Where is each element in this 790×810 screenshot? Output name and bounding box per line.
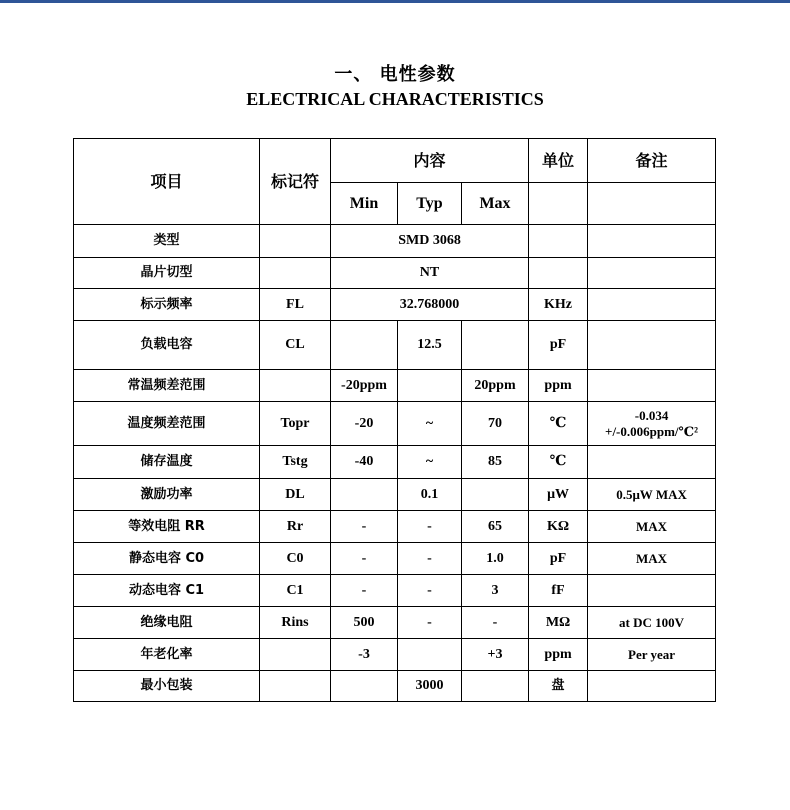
min-cell [331, 671, 398, 702]
header-remark: 备注 [588, 139, 716, 183]
value-cell: 32.768000 [331, 289, 529, 321]
table-row-packaging [74, 671, 716, 702]
unit-cell: KHz [529, 289, 588, 321]
max-cell [462, 671, 529, 702]
item-cell: 晶片切型 [74, 258, 260, 289]
remark-line-2: +/-0.006ppm/℃² [605, 423, 699, 439]
typ-cell: ~ [398, 446, 462, 479]
remark-cell: MAX [588, 511, 716, 543]
typ-cell: - [398, 511, 462, 543]
item-cell: 年老化率 [74, 639, 260, 671]
remark-cell [588, 446, 716, 479]
symbol-cell: Rr [260, 511, 331, 543]
symbol-cell [260, 671, 331, 702]
min-cell: - [331, 511, 398, 543]
item-cell: 类型 [74, 225, 260, 258]
symbol-cell [260, 370, 331, 402]
max-cell: 65 [462, 511, 529, 543]
typ-cell: 0.1 [398, 479, 462, 511]
remark-cell: MAX [588, 543, 716, 575]
symbol-cell: FL [260, 289, 331, 321]
max-cell: 70 [462, 402, 529, 446]
unit-cell: KΩ [529, 511, 588, 543]
table-row-motional-capacitance [74, 575, 716, 607]
unit-cell: ppm [529, 370, 588, 402]
header-min: Min [331, 183, 398, 225]
max-cell [462, 479, 529, 511]
max-cell: - [462, 607, 529, 639]
unit-cell: ℃ [529, 446, 588, 479]
min-cell: -40 [331, 446, 398, 479]
item-cell: 温度频差范围 [74, 402, 260, 446]
symbol-cell [260, 639, 331, 671]
remark-line-1: -0.034 [634, 407, 669, 423]
typ-cell: - [398, 607, 462, 639]
section-title-cn: 一、 电性参数 [334, 64, 456, 85]
unit-cell: ℃ [529, 402, 588, 446]
remark-cell [588, 671, 716, 702]
remark-cell [588, 575, 716, 607]
unit-cell: pF [529, 321, 588, 370]
header-symbol: 标记符 [260, 139, 331, 225]
symbol-cell: C1 [260, 575, 331, 607]
max-cell: +3 [462, 639, 529, 671]
remark-cell [588, 402, 716, 446]
table-row-frequency [74, 289, 716, 321]
typ-cell [398, 370, 462, 402]
item-cell: 最小包装 [74, 671, 260, 702]
table-row-storage-temp [74, 446, 716, 479]
symbol-cell [260, 225, 331, 258]
min-cell: 500 [331, 607, 398, 639]
remark-cell [588, 321, 716, 370]
remark-cell [588, 258, 716, 289]
remark-cell [588, 225, 716, 258]
unit-cell [529, 258, 588, 289]
header-typ: Typ [398, 183, 462, 225]
symbol-cell [260, 258, 331, 289]
header-unit-blank [529, 183, 588, 225]
item-cell: 等效电阻 RR [74, 511, 260, 543]
table-row-drive-level [74, 479, 716, 511]
remark-cell: Per year [588, 639, 716, 671]
table-row-insulation [74, 607, 716, 639]
header-remark-blank [588, 183, 716, 225]
typ-cell: ~ [398, 402, 462, 446]
max-cell: 20ppm [462, 370, 529, 402]
min-cell: -20ppm [331, 370, 398, 402]
min-cell: - [331, 575, 398, 607]
symbol-cell: C0 [260, 543, 331, 575]
typ-cell: 12.5 [398, 321, 462, 370]
table-row-type [74, 225, 716, 258]
symbol-cell: CL [260, 321, 331, 370]
top-border-line [0, 0, 790, 3]
header-row-1 [74, 139, 716, 183]
min-cell [331, 479, 398, 511]
symbol-cell: Tstg [260, 446, 331, 479]
table-row-shunt-capacitance [74, 543, 716, 575]
item-cell: 绝缘电阻 [74, 607, 260, 639]
table-row-temp-stability [74, 402, 716, 446]
unit-cell: 盘 [529, 671, 588, 702]
min-cell: -20 [331, 402, 398, 446]
item-cell: 激励功率 [74, 479, 260, 511]
max-cell [462, 321, 529, 370]
unit-cell: ppm [529, 639, 588, 671]
symbol-cell: Topr [260, 402, 331, 446]
value-cell: SMD 3068 [331, 225, 529, 258]
value-cell: NT [331, 258, 529, 289]
symbol-cell: DL [260, 479, 331, 511]
header-max: Max [462, 183, 529, 225]
item-cell: 标示频率 [74, 289, 260, 321]
unit-cell: fF [529, 575, 588, 607]
table-row-tolerance [74, 370, 716, 402]
min-cell: - [331, 543, 398, 575]
symbol-cell: Rins [260, 607, 331, 639]
max-cell: 3 [462, 575, 529, 607]
min-cell [331, 321, 398, 370]
item-cell: 动态电容 C1 [74, 575, 260, 607]
typ-cell: - [398, 575, 462, 607]
max-cell: 1.0 [462, 543, 529, 575]
item-cell: 常温频差范围 [74, 370, 260, 402]
typ-cell: - [398, 543, 462, 575]
item-cell: 储存温度 [74, 446, 260, 479]
table-row-cut [74, 258, 716, 289]
table-row-load-capacitance [74, 321, 716, 370]
remark-cell: at DC 100V [588, 607, 716, 639]
min-cell: -3 [331, 639, 398, 671]
unit-cell: μW [529, 479, 588, 511]
item-cell: 负载电容 [74, 321, 260, 370]
remark-cell [588, 289, 716, 321]
header-unit: 单位 [529, 139, 588, 183]
max-cell: 85 [462, 446, 529, 479]
item-cell: 静态电容 C0 [74, 543, 260, 575]
header-item: 项目 [74, 139, 260, 225]
typ-cell: 3000 [398, 671, 462, 702]
typ-cell [398, 639, 462, 671]
electrical-characteristics-table [73, 138, 716, 702]
remark-cell [588, 370, 716, 402]
section-title-en: ELECTRICAL CHARACTERISTICS [246, 89, 544, 109]
unit-cell: pF [529, 543, 588, 575]
unit-cell [529, 225, 588, 258]
table-row-aging [74, 639, 716, 671]
header-content: 内容 [331, 139, 529, 183]
unit-cell: MΩ [529, 607, 588, 639]
remark-cell: 0.5μW MAX [588, 479, 716, 511]
table-row-esr [74, 511, 716, 543]
